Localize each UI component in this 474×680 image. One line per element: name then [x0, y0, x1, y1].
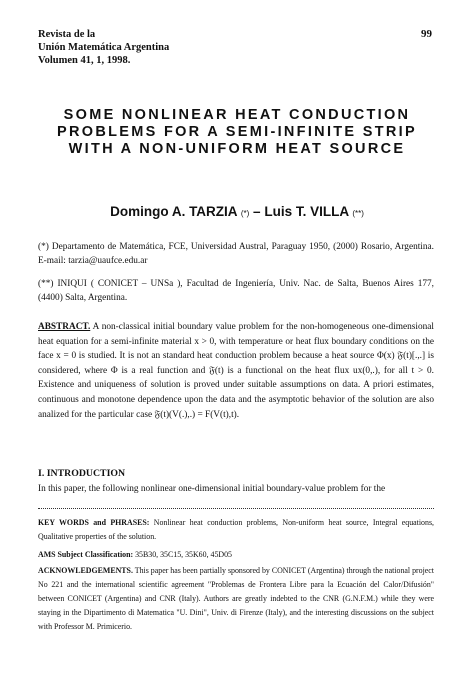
- journal-volume: Volumen 41, 1, 1998.: [38, 55, 131, 66]
- ams-label: AMS Subject Classification:: [38, 550, 134, 559]
- affiliation: (*) Departamento de Matemática, FCE, Universidad Austral, Paraguay 1950, (2000) Rosario, Argentina. E-mail: tarzia@uaufce.edu.ar: [38, 242, 434, 266]
- ams-text: 35B30, 35C15, 35K60, 45D05: [135, 550, 232, 559]
- intro-text: In this paper, the following nonlinear one-dimensional initial boundary-value problem for the: [38, 484, 386, 494]
- affiliation: (**) INIQUI ( CONICET – UNSa ), Facultad de Ingeniería, Univ. Nac. de Salta, Buenos Aires 177, (4400) Salta, Argentina.: [38, 279, 434, 303]
- paper-title: [30, 107, 444, 158]
- authors: [30, 204, 444, 219]
- author-name: Luis T. VILLA: [264, 204, 349, 219]
- author-mark: (**): [352, 209, 364, 218]
- keywords-footnote: [38, 516, 434, 544]
- footnote-divider: [38, 508, 434, 509]
- journal-name-line2: Unión Matemática Argentina: [38, 42, 170, 53]
- page-number: 99: [421, 28, 432, 40]
- acknowledgements-text: This paper has been partially sponsored by CONICET (Argentina) through the national project No 221 and the international scientific agreement "Problemas de Frontera Libre para la Ecuación del Calor/Difusión" between CONICET (Argentina) and CNR (Italy). Authors are greatly indebted to the CNR (G.N.F.M.) while they were staying in the Dipartimento di Matematica "U. Dini", Univ. di Firenze (Italy), and the interesting discussions on the subject with Professor M. Primicerio.: [38, 566, 434, 631]
- keywords-text: Nonlinear heat conduction problems, Non-uniform heat source, Integral equations, Qualitative properties of the solution.: [38, 518, 434, 541]
- abstract-text: A non-classical initial boundary value problem for the non-homogeneous one-dimensional heat equation for a semi-infinite material x > 0, with temperature or heat flux boundary conditions on the face x = 0 is studied. It is not an standard heat conduction problem because a heat source Φ(x) 𝔉(t)[.,.] is considered, where Φ is a real function and 𝔉(t) is a functional on the heat flux ux(0,.), for all t > 0. Existence and uniqueness of solution is proved under suitable assumptions on data. A priori estimates, continuous and monotone dependence upon the data and the asymptotic behavior of the solution are also analized for the particular case 𝔉(t)(V(.),.) = F(V(t),t).: [38, 322, 435, 420]
- author-name: Domingo A. TARZIA: [110, 204, 238, 219]
- title-line2: PROBLEMS FOR A SEMI-INFINITE STRIP: [57, 124, 417, 140]
- ams-footnote: [38, 548, 434, 562]
- abstract: [38, 320, 434, 422]
- abstract-label: ABSTRACT.: [38, 322, 91, 332]
- keywords-label: KEY WORDS and PHRASES:: [38, 518, 150, 527]
- title-line1: SOME NONLINEAR HEAT CONDUCTION: [63, 107, 411, 123]
- acknowledgements-label: ACKNOWLEDGEMENTS.: [38, 566, 133, 575]
- section-heading: I. INTRODUCTION: [38, 468, 126, 479]
- title-line3: WITH A NON-UNIFORM HEAT SOURCE: [68, 141, 406, 157]
- journal-name-line1: Revista de la: [38, 29, 96, 40]
- journal-header: [38, 28, 169, 67]
- author-mark: (*): [240, 209, 250, 218]
- acknowledgements-footnote: [38, 564, 434, 634]
- author-separator: –: [253, 204, 261, 219]
